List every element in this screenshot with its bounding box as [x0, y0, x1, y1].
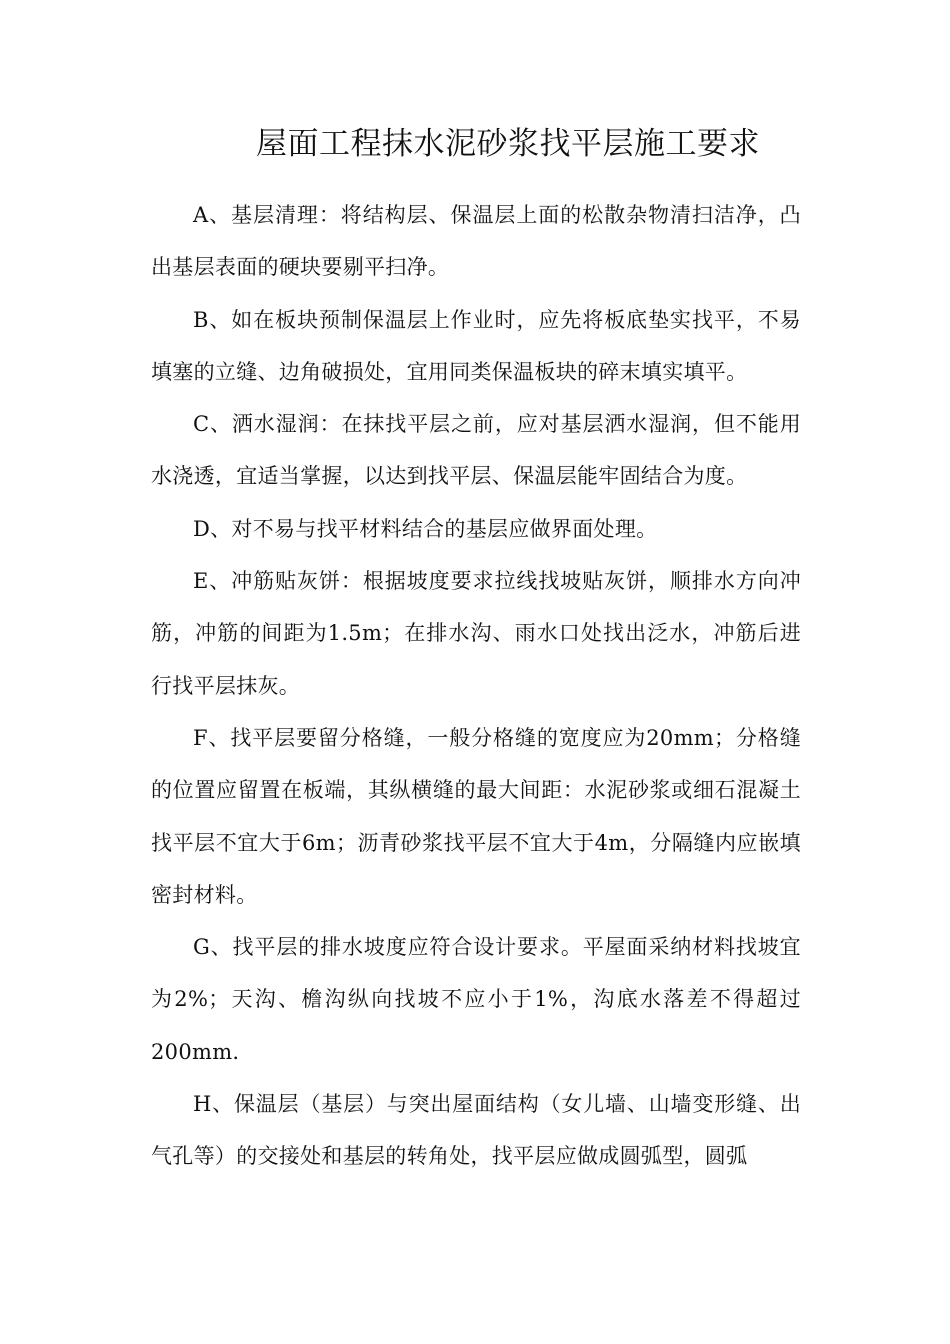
paragraph-f: F、找平层要留分格缝，一般分格缝的宽度应为20mm；分格缝的位置应留置在板端，其纵横缝的最大间距：水泥砂浆或细石混凝土找平层不宜大于6m；沥青砂浆找平层不宜大于4m，分隔缝内应嵌填密封材料。: [151, 725, 801, 907]
paragraph-e: E、冲筋贴灰饼：根据坡度要求拉线找坡贴灰饼，顺排水方向冲筋，冲筋的间距为1.5m；在排水沟、雨水口处找出泛水，冲筋后进行找平层抹灰。: [151, 569, 801, 698]
paragraph-g: G、找平层的排水坡度应符合设计要求。平屋面采纳材料找坡宜为2%；天沟、檐沟纵向找坡不应小于1%，沟底水落差不得超过200mm.: [151, 935, 801, 1064]
document-body: [151, 189, 801, 1183]
document-title: 屋面工程抹水泥砂浆找平层施工要求: [256, 126, 760, 162]
paragraph-c: C、洒水湿润：在抹找平层之前，应对基层洒水湿润，但不能用水浇透，宜适当掌握，以达到找平层、保温层能牢固结合为度。: [151, 412, 801, 489]
paragraph-a: A、基层清理：将结构层、保温层上面的松散杂物清扫洁净，凸出基层表面的硬块要剔平扫净。: [151, 203, 801, 280]
paragraph-d: D、对不易与找平材料结合的基层应做界面处理。: [193, 516, 658, 541]
paragraph-h: H、保温层（基层）与突出屋面结构（女儿墙、山墙变形缝、出气孔等）的交接处和基层的转角处，找平层应做成圆弧型，圆弧: [151, 1092, 801, 1169]
paragraph-b: B、如在板块预制保温层上作业时，应先将板底垫实找平，不易填塞的立缝、边角破损处，宜用同类保温板块的碎末填实填平。: [151, 307, 801, 384]
